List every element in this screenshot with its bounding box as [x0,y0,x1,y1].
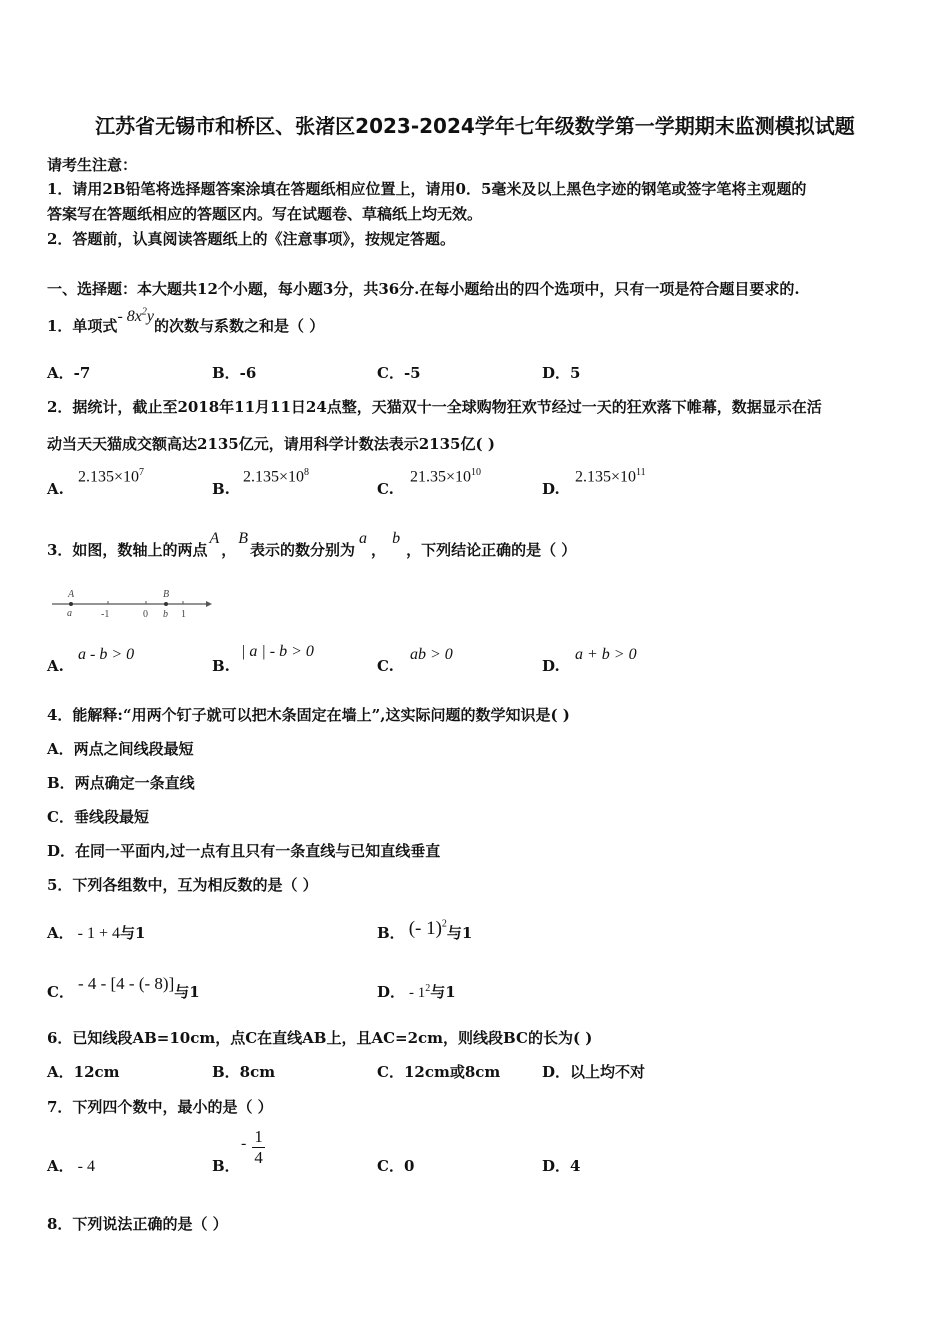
exam-title: 江苏省无锡市和桥区、张渚区2023-2024学年七年级数学第一学期期末监测模拟试题 [95,114,855,138]
q2-stem-line-1: 2．据统计，截止至2018年11月11日24点整，天猫双十一全球购物狂欢节经过一天的狂欢落下帷幕，数据显示在活 [47,398,822,416]
q2-stem-line-2: 动当天天猫成交额高达2135亿元，请用科学计数法表示2135亿( ) [47,435,495,453]
q5-option-d-expr: - $1^2$ [409,983,431,1001]
q2-option-b[interactable]: B. [212,480,230,498]
q4-stem: 4．能解释:“用两个钉子就可以把木条固定在墙上”,这实际问题的数学知识是( ) [47,706,570,724]
question-1 [47,306,325,336]
q6-option-a[interactable]: A．12cm [47,1063,120,1081]
notice-line-2: 2．答题前，认真阅读答题纸上的《注意事项》，按规定答题。 [47,230,455,248]
q3-point-b: B [238,530,249,547]
q7-option-d[interactable]: D．4 [542,1157,581,1175]
q3-option-d[interactable]: D. [542,657,560,675]
q2-option-c-expr: $21.35\times 10^{10}$ [410,467,482,486]
q1-option-a[interactable]: A．-7 [47,364,91,382]
q1-prefix: 1．单项式 [47,317,118,335]
q3-option-c[interactable]: C. [377,657,394,675]
axis-label-zero: 0 [143,609,148,620]
q8-stem: 8．下列说法正确的是（ ） [47,1215,228,1233]
q2-option-a-expr: $2.135\times 10^7$ [78,467,145,486]
axis-label-B: B [163,589,170,600]
axis-label-neg1: -1 [101,609,110,620]
q5-option-a[interactable]: A． - 1 + 4与1 [47,924,146,942]
number-line-figure [48,584,218,624]
fraction-one-quarter: $\frac{1}{4}$ [254,1127,263,1167]
q2-option-c[interactable]: C. [377,480,394,498]
q1-option-b[interactable]: B．-6 [212,364,257,382]
notice-line-1: 1．请用2B铅笔将选择题答案涂填在答题纸相应位置上，请用0．5毫米及以上黑色字迹的钢笔或签字笔将主观题的 [47,180,807,198]
point-a-dot [69,602,73,606]
notice-heading: 请考生注意： [47,156,138,174]
q4-option-c[interactable]: C．垂线段最短 [47,808,149,826]
q6-option-c[interactable]: C．12cm或8cm [377,1063,501,1081]
axis-label-one: 1 [181,609,186,620]
q5-option-b-expr: (- 1)$^2$ [408,918,447,939]
q3-option-a-expr: a - b > 0 [78,646,135,663]
q3-var-b: b [392,530,401,547]
q1-expression: - $8x^2y$ [117,306,154,325]
q3-option-a[interactable]: A. [47,657,64,675]
q5-stem: 5．下列各组数中，互为相反数的是（ ） [47,876,318,894]
axis-label-A: A [68,589,75,600]
q4-option-d[interactable]: D．在同一平面内,过一点有且只有一条直线与已知直线垂直 [47,842,441,860]
q1-suffix: 的次数与系数之和是（ ） [153,317,325,335]
q7-option-a[interactable]: A． - 4 [47,1157,95,1175]
q6-option-b[interactable]: B．8cm [212,1063,276,1081]
section-heading: 一、选择题：本大题共12个小题，每小题3分，共36分.在每小题给出的四个选项中，只有一项是符合题目要求的. [47,280,800,298]
q7-option-a-expr: - 4 [77,1158,95,1175]
q3-var-a: a [359,530,368,547]
q5-option-a-expr: - 1 + 4 [77,925,120,942]
q4-option-b[interactable]: B．两点确定一条直线 [47,774,195,792]
q3-option-d-expr: a + b > 0 [575,646,637,663]
q1-option-d[interactable]: D．5 [542,364,581,382]
q7-option-b-expr: - $\frac{1}{4}$ [241,1127,263,1167]
q3-point-a: A [209,530,220,547]
q2-option-d[interactable]: D. [542,480,560,498]
q5-option-b[interactable]: B． (- 1)$^2$与1 [377,918,473,942]
q7-stem: 7．下列四个数中，最小的是（ ） [47,1098,273,1116]
q4-option-a[interactable]: A．两点之间线段最短 [47,740,194,758]
axis-arrow [206,601,212,607]
q7-option-c[interactable]: C．0 [377,1157,415,1175]
q3-option-b[interactable]: B. [212,657,230,675]
q6-option-d[interactable]: D．以上均不对 [542,1063,646,1081]
axis-label-b: b [163,609,168,620]
q1-option-c[interactable]: C．-5 [377,364,421,382]
q5-option-d[interactable]: D． - $1^2$与1 [377,983,456,1001]
point-b-dot [164,602,168,606]
notice-line-1b: 答案写在答题纸相应的答题区内。写在试题卷、草稿纸上均无效。 [47,205,483,223]
q2-option-d-expr: $2.135\times 10^{11}$ [575,467,646,486]
question-3: 3．如图，数轴上的两点A，B表示的数分别为a，b，下列结论正确的是（ ） [47,530,577,559]
q2-option-a[interactable]: A. [47,480,64,498]
axis-label-a: a [67,608,72,619]
q3-option-c-expr: ab > 0 [410,646,453,663]
q2-option-b-expr: $2.135\times 10^8$ [243,467,310,486]
q6-stem: 6．已知线段AB=10cm，点C在直线AB上，且AC=2cm，则线段BC的长为( ) [47,1029,593,1047]
q5-option-c-expr: - 4 - [4 - (- 8)] [77,974,175,993]
q5-option-c[interactable]: C． - 4 - [4 - (- 8)]与1 [47,974,200,1001]
q3-option-b-expr: | a | - b > 0 [241,643,314,660]
q7-option-b[interactable]: B． [212,1157,240,1175]
